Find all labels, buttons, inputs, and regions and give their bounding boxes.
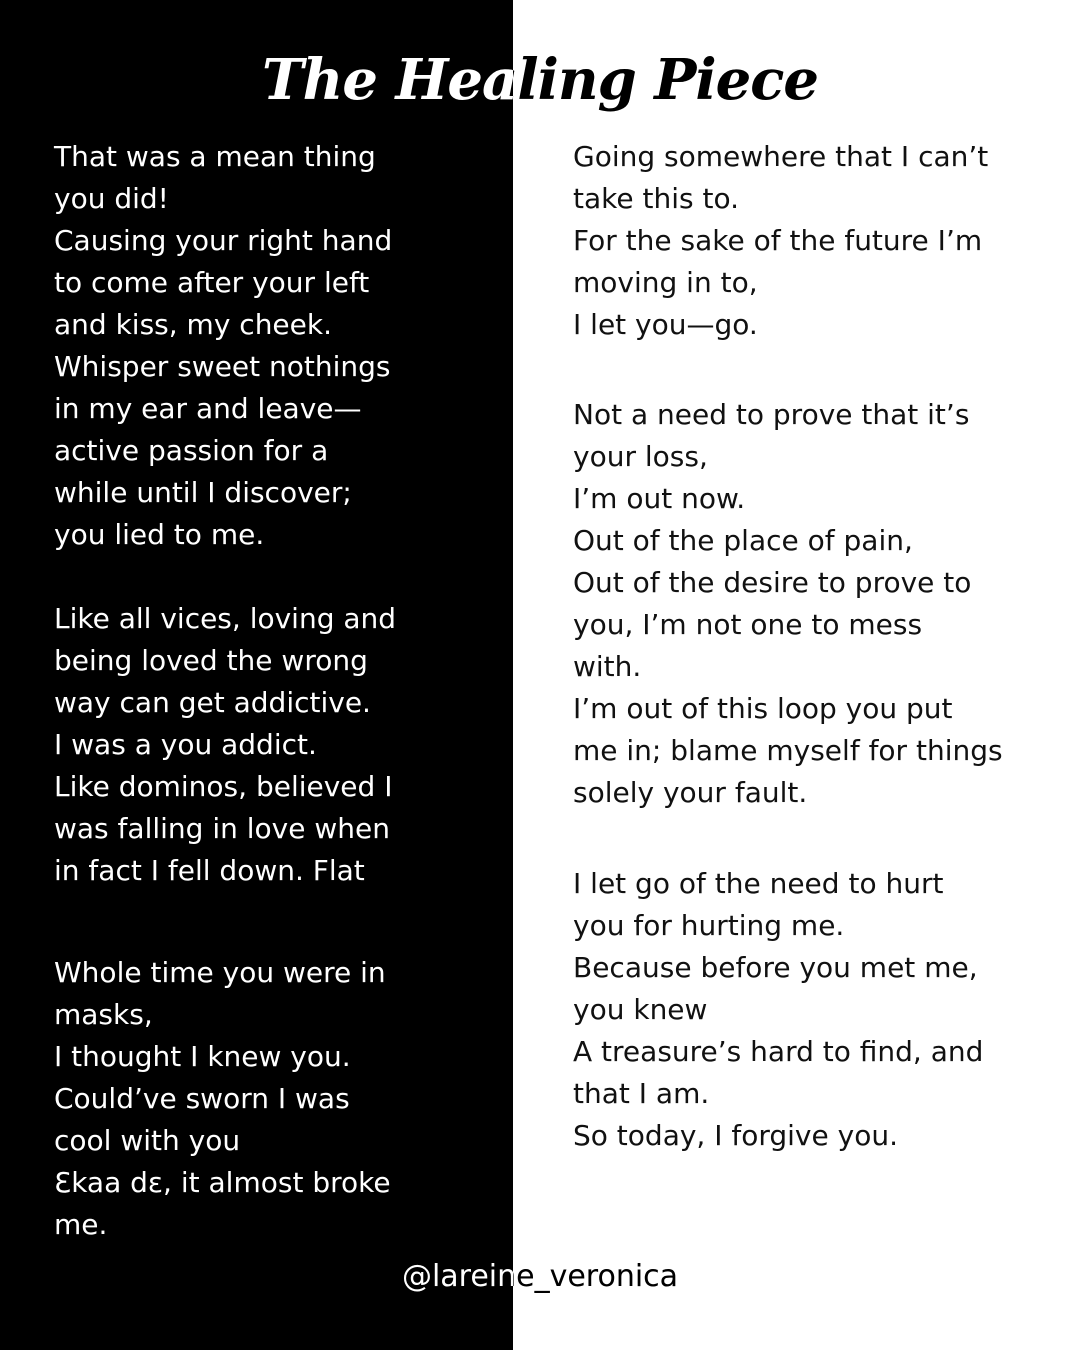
poem-line: you, I’m not one to mess (573, 608, 923, 641)
poem-line: you knew (573, 993, 708, 1026)
poem-line: that I am. (573, 1077, 710, 1110)
poem-line: while until I discover; (54, 476, 352, 509)
left-stanza-3 (54, 952, 474, 1246)
poem-line: and kiss, my cheek. (54, 308, 333, 341)
poem-line: was falling in love when (54, 812, 390, 845)
poem-line: me. (54, 1208, 108, 1241)
poem-line: That was a mean thing (54, 140, 376, 173)
right-stanza-2 (573, 394, 1043, 814)
poem-line: to come after your left (54, 266, 370, 299)
poem-line: in my ear and leave— (54, 392, 362, 425)
poem-line: Causing your right hand (54, 224, 393, 257)
poem-line: So today, I forgive you. (573, 1119, 898, 1152)
poem-line: For the sake of the future I’m (573, 224, 983, 257)
poem-title: The Healing Piece (262, 47, 818, 113)
poem-line: with. (573, 650, 642, 683)
poem-line: Whisper sweet nothings (54, 350, 391, 383)
poem-line: Not a need to prove that it’s (573, 398, 970, 431)
poem-line: solely your fault. (573, 776, 808, 809)
poem-line: cool with you (54, 1124, 241, 1157)
poem-line: you lied to me. (54, 518, 265, 551)
poem-line: Like dominos, believed I (54, 770, 393, 803)
poem-line: Ɛkaa dɛ, it almost broke (54, 1166, 391, 1199)
poem-line: me in; blame myself for things (573, 734, 1003, 767)
poem-line: active passion for a (54, 434, 329, 467)
poem-line: way can get addictive. (54, 686, 371, 719)
poem-line: Out of the place of pain, (573, 524, 913, 557)
left-stanza-2 (54, 598, 474, 892)
poem-line: Whole time you were in (54, 956, 386, 989)
poem-line: Out of the desire to prove to (573, 566, 972, 599)
left-stanza-1 (54, 136, 474, 556)
poem-line: being loved the wrong (54, 644, 368, 677)
poem-line: you for hurting me. (573, 909, 845, 942)
poem-line: I was a you addict. (54, 728, 317, 761)
poem-line: take this to. (573, 182, 739, 215)
poem-line: I let you—go. (573, 308, 758, 341)
poem-line: Because before you met me, (573, 951, 978, 984)
poem-line: Going somewhere that I can’t (573, 140, 989, 173)
poem-line: I’m out now. (573, 482, 746, 515)
poem-line: your loss, (573, 440, 708, 473)
poem-line: Like all vices, loving and (54, 602, 397, 635)
right-stanza-3 (573, 863, 1043, 1157)
poem-line: I thought I knew you. (54, 1040, 351, 1073)
poem-line: in fact I fell down. Flat (54, 854, 365, 887)
poem-line: A treasure’s hard to find, and (573, 1035, 984, 1068)
poem-line: moving in to, (573, 266, 758, 299)
poem-line: Could’ve sworn I was (54, 1082, 350, 1115)
left-column (54, 136, 474, 1246)
author-handle: @lareine_veronica (401, 1259, 679, 1294)
right-stanza-1 (573, 136, 1043, 346)
poem-line: I let go of the need to hurt (573, 867, 944, 900)
right-column (573, 136, 1043, 1157)
poem-line: I’m out of this loop you put (573, 692, 953, 725)
poem-line: you did! (54, 182, 169, 215)
poem-line: masks, (54, 998, 153, 1031)
